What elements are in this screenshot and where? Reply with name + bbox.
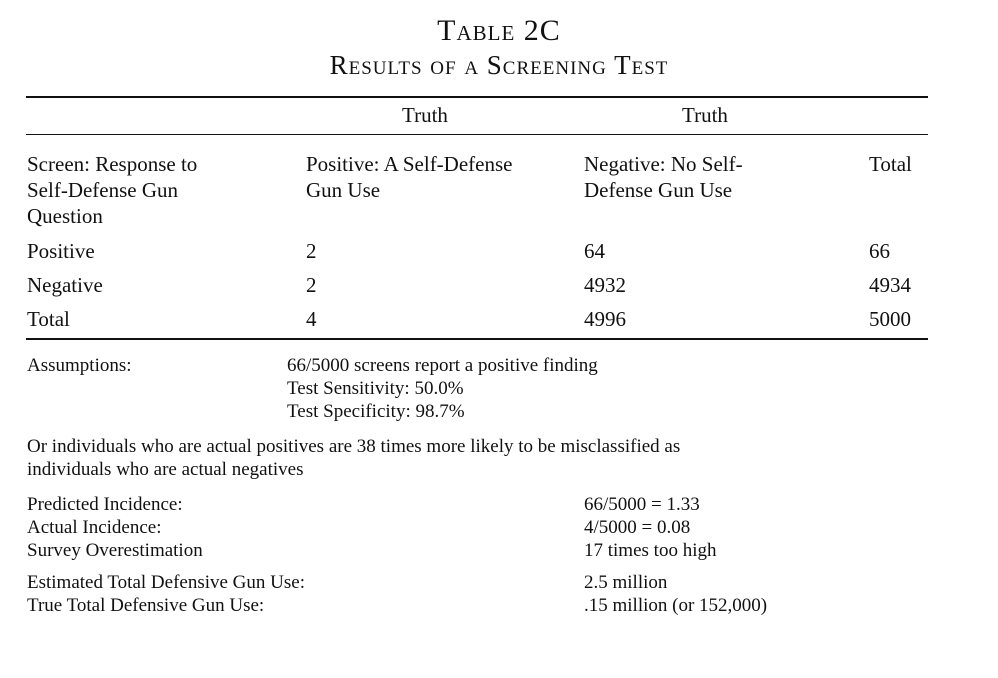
- stat-label: True Total Defensive Gun Use:: [27, 595, 265, 616]
- table-row: [0, 273, 998, 301]
- stat-label: Estimated Total Defensive Gun Use:: [27, 572, 305, 593]
- stat-value: 2.5 million: [584, 572, 668, 593]
- row-label: Negative: [27, 273, 103, 297]
- header-rule: [26, 134, 928, 135]
- row-label: Total: [27, 307, 70, 331]
- stat-value: 66/5000 = 1.33: [584, 494, 700, 515]
- assumption-line: Test Sensitivity: 50.0%: [287, 378, 464, 399]
- document-page: Table 2C Results of a Screening Test Truth Truth Screen: Response to Self-Defense Gun Question Positive: A Self-Defense Gun Use Negative: No Self- Defense Gun Use Total Positive 2 64 66 Negative 2 4932 4934 Total 4 4996 5000 Assumptions: 66/5000 screens report a positive finding Test Sensitivity: 50.0% Test Specificity: 98.7% Or individuals who are actual positives are 38 times more likely to be misclassified as individuals who are actual negatives Predicted Incidence: 66/5000 = 1.33 Actual Incidence: 4/5000 = 0.08 Survey Overestimation 17 times too high Estimated Total Defensive Gun Use: 2.5 million True Total Defensive Gun Use: .15 million (or 152,000): [0, 0, 998, 678]
- table-title: Table 2C: [437, 14, 561, 47]
- cell-negative: 4996: [584, 307, 626, 331]
- assumption-line: 66/5000 screens report a positive finding: [287, 355, 598, 376]
- stat-label: Predicted Incidence:: [27, 494, 183, 515]
- cell-negative: 64: [584, 239, 605, 263]
- stat-label: Actual Incidence:: [27, 517, 162, 538]
- cell-positive: 2: [306, 239, 317, 263]
- cell-total: 5000: [869, 307, 911, 331]
- table-row: [0, 239, 998, 267]
- truth-header-negative: Truth: [682, 103, 728, 127]
- assumption-line: Test Specificity: 98.7%: [287, 401, 465, 422]
- stat-value: 17 times too high: [584, 540, 717, 561]
- truth-header-positive: Truth: [402, 103, 448, 127]
- cell-positive: 2: [306, 273, 317, 297]
- stat-value: 4/5000 = 0.08: [584, 517, 691, 538]
- cell-negative: 4932: [584, 273, 626, 297]
- stat-value: .15 million (or 152,000): [584, 595, 768, 616]
- cell-total: 66: [869, 239, 890, 263]
- cell-total: 4934: [869, 273, 911, 297]
- assumptions-label: Assumptions:: [27, 355, 132, 376]
- top-rule: [26, 96, 928, 98]
- stat-label: Survey Overestimation: [27, 540, 203, 561]
- table-subtitle: Results of a Screening Test: [329, 50, 669, 80]
- row-label: Positive: [27, 239, 95, 263]
- bottom-rule: [26, 338, 928, 340]
- cell-positive: 4: [306, 307, 317, 331]
- table-row: [0, 307, 998, 335]
- column-header-total: Total: [869, 152, 912, 176]
